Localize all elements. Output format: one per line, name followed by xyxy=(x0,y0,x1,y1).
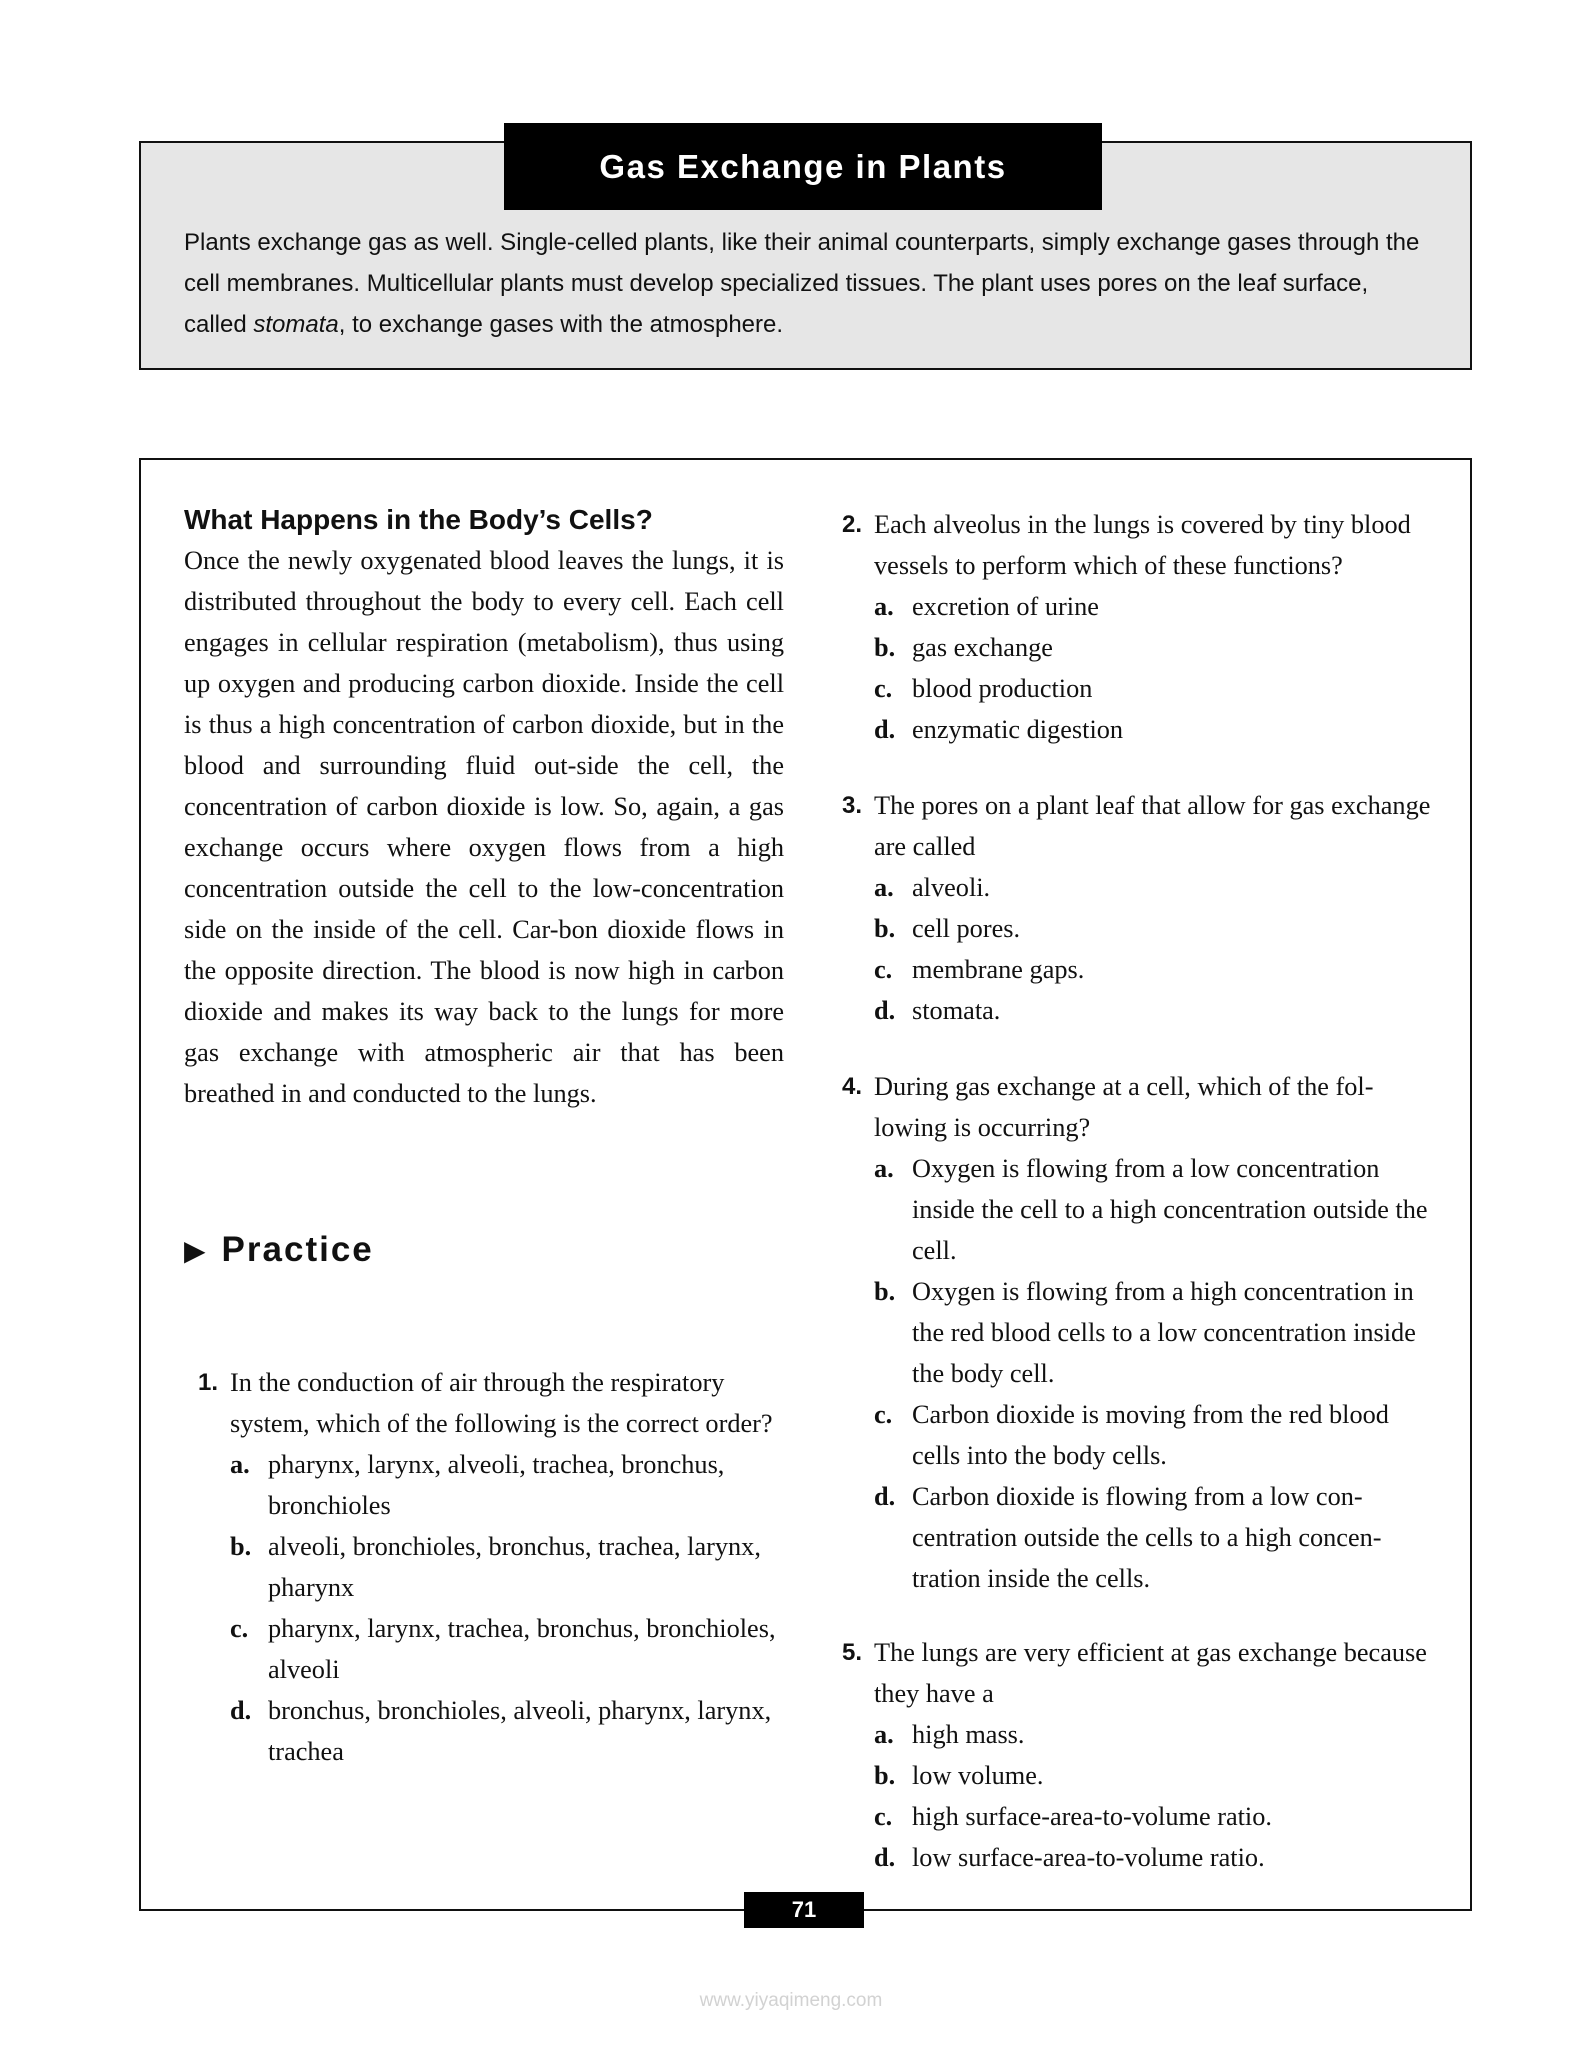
option-letter: a. xyxy=(230,1450,250,1479)
answer-option-d xyxy=(874,1837,1442,1878)
page-number: 71 xyxy=(744,1892,864,1928)
practice-heading xyxy=(184,1230,374,1270)
option-letter: b. xyxy=(874,1277,896,1306)
option-text: cell pores. xyxy=(912,914,1021,943)
question-number: 5. xyxy=(842,1639,863,1666)
question-number: 3. xyxy=(842,792,863,819)
option-letter: a. xyxy=(874,873,894,902)
answer-option-a xyxy=(874,1714,1442,1755)
question-text: The pores on a plant leaf that allow for gas exchange are called xyxy=(874,791,1431,861)
answer-option-a xyxy=(230,1444,788,1526)
option-letter: a. xyxy=(874,592,894,621)
option-text: pharynx, larynx, trachea, bronchus, bronchioles, alveoli xyxy=(268,1614,776,1684)
option-text: alveoli. xyxy=(912,873,991,902)
answer-option-d xyxy=(874,1476,1442,1599)
sidebar-body xyxy=(184,222,1434,345)
left-column xyxy=(184,500,784,1114)
question-text: The lungs are very efficient at gas exchange because they have a xyxy=(874,1638,1427,1708)
option-text: blood production xyxy=(912,674,1093,703)
option-text: low surface-area-to-volume ratio. xyxy=(912,1843,1265,1872)
question-4 xyxy=(842,1066,1442,1599)
option-text: gas exchange xyxy=(912,633,1053,662)
section-heading: What Happens in the Body’s Cells? xyxy=(184,504,653,535)
option-text: Oxygen is flowing from a high concentration in the red blood cells to a low concentration inside the body cell. xyxy=(912,1277,1416,1388)
option-letter: d. xyxy=(874,1482,896,1511)
answer-option-d xyxy=(874,709,1442,750)
question-number: 1. xyxy=(198,1369,219,1396)
option-letter: c. xyxy=(874,1400,893,1429)
question-number: 2. xyxy=(842,511,863,538)
option-letter: b. xyxy=(230,1532,252,1561)
option-letter: c. xyxy=(230,1614,249,1643)
sidebar-body-text: Plants exchange gas as well. Single-celled plants, like their animal counterparts, simply exchange gases through the cell membranes. Multicellular plants must develop specialized tissues. The plant uses pores on the leaf surface, called xyxy=(184,229,1420,338)
option-letter: c. xyxy=(874,674,893,703)
option-text: enzymatic digestion xyxy=(912,715,1124,744)
option-text: pharynx, larynx, alveoli, trachea, bronchus, bronchioles xyxy=(268,1450,725,1520)
answer-option-b xyxy=(874,1271,1442,1394)
option-text: alveoli, bronchioles, bronchus, trachea, larynx, pharynx xyxy=(268,1532,761,1602)
option-letter: d. xyxy=(230,1696,252,1725)
option-text: Oxygen is flowing from a low concentration inside the cell to a high concentration outside the cell. xyxy=(912,1154,1428,1265)
sidebar-body-italic: stomata xyxy=(253,311,339,338)
option-letter: b. xyxy=(874,1761,896,1790)
answer-option-c xyxy=(874,1394,1442,1476)
option-letter: b. xyxy=(874,633,896,662)
question-text: Each alveolus in the lungs is covered by tiny blood vessels to perform which of these functions? xyxy=(874,510,1411,580)
question-2 xyxy=(842,504,1442,750)
sidebar-body-text-end: , to exchange gases with the atmosphere. xyxy=(338,311,784,338)
answer-option-a xyxy=(874,586,1442,627)
option-letter: c. xyxy=(874,955,893,984)
question-1 xyxy=(198,1362,788,1772)
option-text: excretion of urine xyxy=(912,592,1099,621)
option-letter: a. xyxy=(874,1154,894,1183)
answer-option-c xyxy=(874,949,1442,990)
option-letter: c. xyxy=(874,1802,893,1831)
answer-option-c xyxy=(874,1796,1442,1837)
option-text: low volume. xyxy=(912,1761,1044,1790)
option-text: Carbon dioxide is moving from the red blood cells into the body cells. xyxy=(912,1400,1389,1470)
answer-option-b xyxy=(874,908,1442,949)
question-text: In the conduction of air through the respiratory system, which of the following is the correct order? xyxy=(230,1368,773,1438)
answer-option-b xyxy=(230,1526,788,1608)
question-number: 4. xyxy=(842,1073,863,1100)
option-letter: a. xyxy=(874,1720,894,1749)
watermark: www.yiyaqimeng.com xyxy=(699,1990,883,2011)
sidebar-title: Gas Exchange in Plants xyxy=(504,123,1102,210)
option-letter: b. xyxy=(874,914,896,943)
option-letter: d. xyxy=(874,996,896,1025)
section-body: Once the newly oxygenated blood leaves the lungs, it is distributed throughout the body to every cell. Each cell engages in cellular respiration (metabolism), thus using up oxygen and producing carbon dioxide. Inside the cell is thus a high concentration of carbon dioxide, but in the blood and surrounding fluid out-side the cell, the concentration of carbon dioxide is low. So, again, a gas exchange occurs where oxygen flows from a high concentration outside the cell to the low-concentration side on the inside of the cell. Car-bon dioxide flows in the opposite direction. The blood is now high in carbon dioxide and makes its way back to the lungs for more gas exchange with atmospheric air that has been breathed in and conducted to the lungs. xyxy=(184,546,784,1108)
answer-option-a xyxy=(874,1148,1442,1271)
option-letter: d. xyxy=(874,715,896,744)
answer-option-a xyxy=(874,867,1442,908)
answer-option-b xyxy=(874,1755,1442,1796)
option-letter: d. xyxy=(874,1843,896,1872)
option-text: membrane gaps. xyxy=(912,955,1085,984)
option-text: bronchus, bronchioles, alveoli, pharynx, larynx, trachea xyxy=(268,1696,772,1766)
answer-option-b xyxy=(874,627,1442,668)
answer-option-c xyxy=(874,668,1442,709)
option-text: Carbon dioxide is flowing from a low con-centration outside the cells to a high concen-tration inside the cells. xyxy=(912,1482,1382,1593)
practice-heading-label: Practice xyxy=(221,1230,374,1269)
option-text: high surface-area-to-volume ratio. xyxy=(912,1802,1272,1831)
question-text: During gas exchange at a cell, which of the fol-lowing is occurring? xyxy=(874,1072,1374,1142)
question-5 xyxy=(842,1632,1442,1878)
question-3 xyxy=(842,785,1442,1031)
answer-option-d xyxy=(874,990,1442,1031)
option-text: stomata. xyxy=(912,996,1001,1025)
option-text: high mass. xyxy=(912,1720,1025,1749)
right-triangle-icon: ▶ xyxy=(184,1234,208,1266)
answer-option-d xyxy=(230,1690,788,1772)
answer-option-c xyxy=(230,1608,788,1690)
